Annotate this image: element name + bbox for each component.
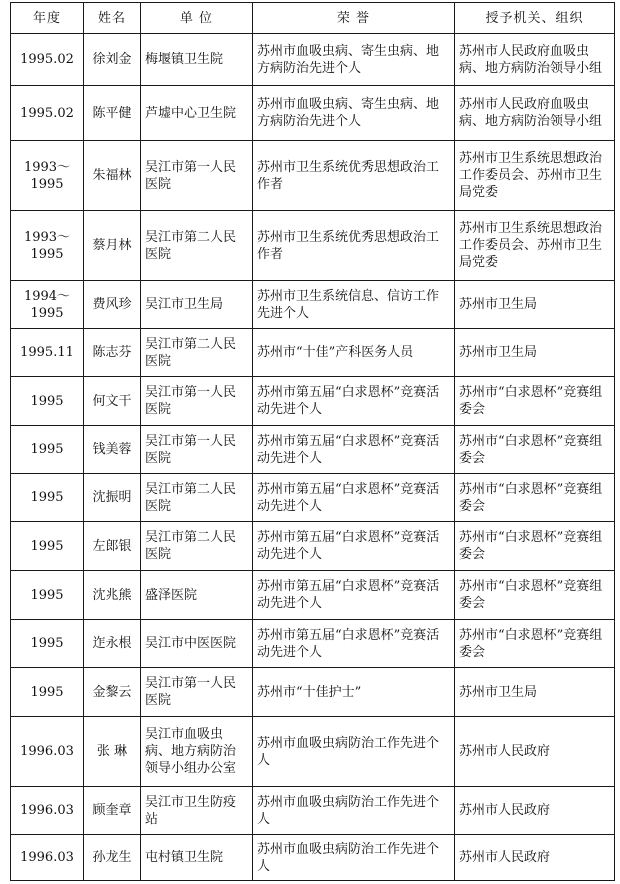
cell-unit: 吴江市第一人民医院 [141,377,253,426]
cell-org: 苏州市“白求恩杯”竞赛组委会 [455,620,615,668]
table-row [11,211,615,281]
cell-honor: 苏州市第五届“白求恩杯”竞赛活动先进个人 [253,474,455,522]
cell-honor: 苏州市第五届“白求恩杯”竞赛活动先进个人 [253,571,455,620]
cell-org: 苏州市卫生局 [455,668,615,717]
cell-name: 金黎云 [84,668,141,717]
table-row [11,141,615,211]
cell-year: 1995 [11,377,84,426]
header-org: 授予机关、组织 [455,3,615,34]
cell-unit: 梅堰镇卫生院 [141,34,253,86]
honors-table [10,2,615,881]
table-row [11,620,615,668]
header-name: 姓名 [84,3,141,34]
cell-unit: 吴江市第一人民医院 [141,668,253,717]
cell-unit: 吴江市第二人民医院 [141,522,253,571]
cell-honor: 苏州市血吸虫病防治工作先进个人 [253,835,455,881]
cell-year: 1995 [11,620,84,668]
cell-honor: 苏州市卫生系统优秀思想政治工作者 [253,211,455,281]
cell-org: 苏州市人民政府血吸虫病、地方病防治领导小组 [455,86,615,141]
cell-year: 1995 [11,668,84,717]
cell-unit: 吴江市第二人民医院 [141,329,253,377]
cell-name: 蔡月林 [84,211,141,281]
cell-year: 1993～1995 [11,211,84,281]
cell-unit: 盛泽医院 [141,571,253,620]
table-row [11,329,615,377]
cell-honor: 苏州市第五届“白求恩杯”竞赛活动先进个人 [253,620,455,668]
cell-org: 苏州市“白求恩杯”竞赛组委会 [455,571,615,620]
cell-org: 苏州市“白求恩杯”竞赛组委会 [455,522,615,571]
cell-honor: 苏州市第五届“白求恩杯”竞赛活动先进个人 [253,522,455,571]
cell-year: 1996.03 [11,835,84,881]
cell-honor: 苏州市卫生系统信息、信访工作先进个人 [253,281,455,329]
cell-org: 苏州市卫生局 [455,329,615,377]
cell-unit: 吴江市第二人民医院 [141,211,253,281]
table-row [11,835,615,881]
cell-year: 1995 [11,474,84,522]
cell-org: 苏州市卫生系统思想政治工作委员会、苏州市卫生局党委 [455,211,615,281]
cell-org: 苏州市“白求恩杯”竞赛组委会 [455,377,615,426]
cell-name: 陈平健 [84,86,141,141]
cell-year: 1993～1995 [11,141,84,211]
cell-unit: 吴江市第一人民医院 [141,141,253,211]
cell-honor: 苏州市卫生系统优秀思想政治工作者 [253,141,455,211]
cell-unit: 吴江市第一人民医院 [141,426,253,474]
cell-unit: 屯村镇卫生院 [141,835,253,881]
cell-name: 张 琳 [84,717,141,787]
cell-name: 钱美蓉 [84,426,141,474]
cell-unit: 吴江市卫生局 [141,281,253,329]
cell-honor: 苏州市血吸虫病、寄生虫病、地方病防治先进个人 [253,34,455,86]
cell-unit: 芦墟中心卫生院 [141,86,253,141]
cell-org: 苏州市卫生局 [455,281,615,329]
cell-honor: 苏州市血吸虫病防治工作先进个人 [253,717,455,787]
table-row [11,571,615,620]
cell-name: 孙龙生 [84,835,141,881]
cell-year: 1995 [11,522,84,571]
cell-year: 1995.02 [11,34,84,86]
cell-name: 顾奎章 [84,787,141,835]
table-row [11,474,615,522]
cell-org: 苏州市“白求恩杯”竞赛组委会 [455,474,615,522]
cell-honor: 苏州市血吸虫病防治工作先进个人 [253,787,455,835]
cell-unit: 吴江市第二人民医院 [141,474,253,522]
cell-name: 徐刘金 [84,34,141,86]
cell-org: 苏州市人民政府 [455,835,615,881]
cell-name: 朱福林 [84,141,141,211]
cell-year: 1995.11 [11,329,84,377]
table-row [11,377,615,426]
table-row [11,522,615,571]
table-row [11,426,615,474]
cell-year: 1996.03 [11,787,84,835]
cell-year: 1995 [11,571,84,620]
cell-name: 迮永根 [84,620,141,668]
cell-org: 苏州市卫生系统思想政治工作委员会、苏州市卫生局党委 [455,141,615,211]
header-row [11,3,615,34]
cell-honor: 苏州市第五届“白求恩杯”竞赛活动先进个人 [253,377,455,426]
cell-unit: 吴江市中医医院 [141,620,253,668]
header-year: 年度 [11,3,84,34]
table-row [11,86,615,141]
cell-name: 沈兆熊 [84,571,141,620]
cell-name: 何文干 [84,377,141,426]
cell-name: 左郎银 [84,522,141,571]
cell-name: 沈振明 [84,474,141,522]
cell-org: 苏州市“白求恩杯”竞赛组委会 [455,426,615,474]
cell-year: 1995.02 [11,86,84,141]
cell-year: 1995 [11,426,84,474]
cell-org: 苏州市人民政府血吸虫病、地方病防治领导小组 [455,34,615,86]
header-honor: 荣 誉 [253,3,455,34]
cell-honor: 苏州市血吸虫病、寄生虫病、地方病防治先进个人 [253,86,455,141]
table-row [11,717,615,787]
cell-name: 陈志芬 [84,329,141,377]
cell-unit: 吴江市血吸虫病、地方病防治领导小组办公室 [141,717,253,787]
cell-year: 1996.03 [11,717,84,787]
table-row [11,787,615,835]
table-row [11,668,615,717]
header-unit: 单 位 [141,3,253,34]
cell-honor: 苏州市第五届“白求恩杯”竞赛活动先进个人 [253,426,455,474]
cell-honor: 苏州市“十佳”产科医务人员 [253,329,455,377]
cell-name: 费风珍 [84,281,141,329]
cell-unit: 吴江市卫生防疫站 [141,787,253,835]
cell-year: 1994～1995 [11,281,84,329]
cell-org: 苏州市人民政府 [455,787,615,835]
cell-org: 苏州市人民政府 [455,717,615,787]
table-row [11,34,615,86]
table-row [11,281,615,329]
cell-honor: 苏州市“十佳护士” [253,668,455,717]
